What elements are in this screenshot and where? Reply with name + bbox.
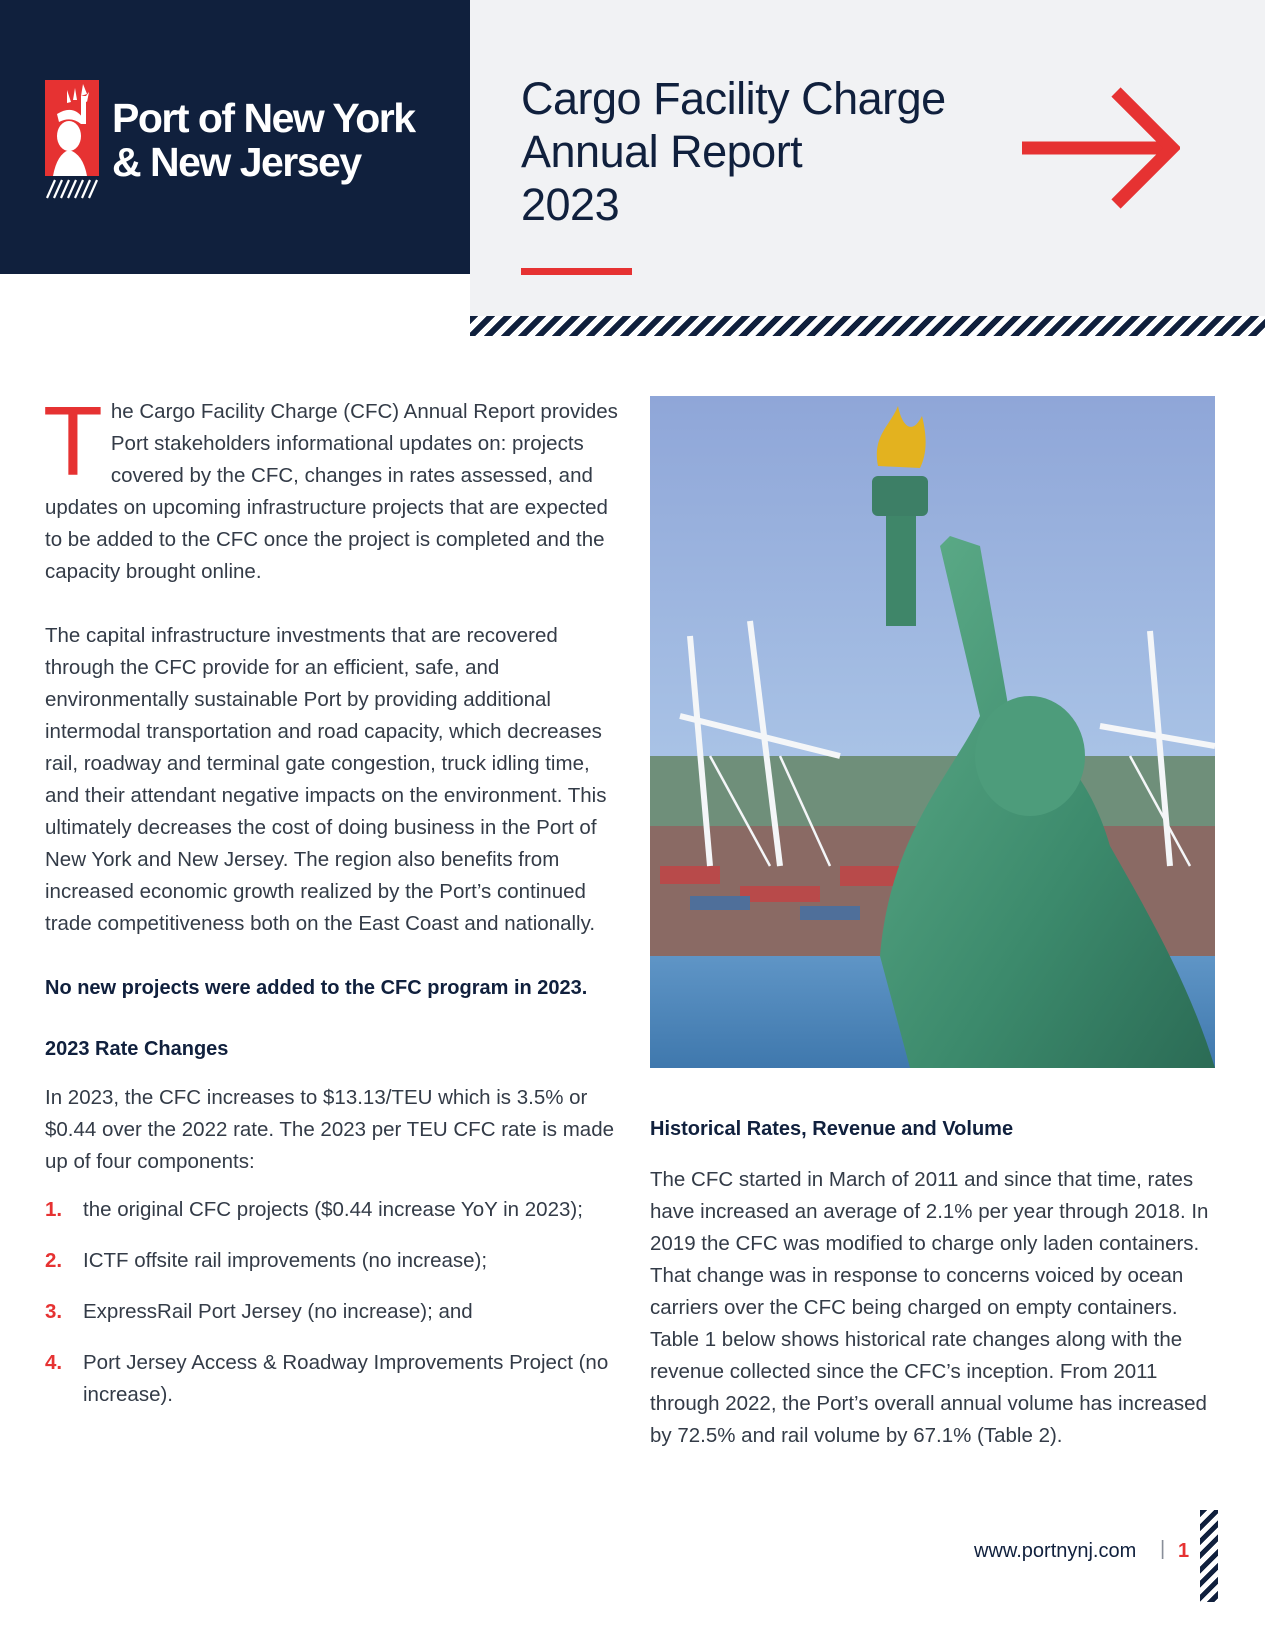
list-item-text: Port Jersey Access & Roadway Improvements Project (no increase).: [83, 1351, 609, 1406]
intro-paragraph: [43, 386, 623, 588]
dropcap: T: [43, 386, 103, 496]
left-column: [43, 386, 623, 1430]
historical-heading: Historical Rates, Revenue and Volume: [650, 1118, 1014, 1140]
list-item-text: the original CFC projects ($0.44 increase YoY in 2023);: [83, 1198, 583, 1221]
statue-of-liberty-logo: [45, 80, 99, 200]
intro-paragraph-text: he Cargo Facility Charge (CFC) Annual Report provides Port stakeholders informational updates on: projects covered by the CFC, changes in rates assessed, and updates on upcoming infrastructure projects that are expected to be added to the CFC once the project is completed and the capacity brought online.: [45, 400, 618, 583]
brand-name-line1: Port of New York: [112, 95, 415, 141]
hatched-stripe: [470, 316, 1265, 336]
list-item: [45, 1194, 623, 1226]
investment-paragraph: The capital infrastructure investments that are recovered through the CFC provide for an efficient, safe, and environmentally sustainable Port by providing additional intermodal transportation and road capacity, which decreases rail, roadway and terminal gate congestion, truck idling time, and their attendant negative impacts on the environment. This ultimately decreases the cost of doing business in the Port of New York and New Jersey. The region also benefits from increased economic growth realized by the Port’s continued trade competitiveness both on the East Coast and nationally.: [45, 624, 607, 935]
list-item-number: 4.: [45, 1351, 63, 1374]
list-item-number: 1.: [45, 1198, 63, 1221]
brand-name: [112, 96, 415, 184]
footer-separator: |: [1160, 1538, 1166, 1560]
page-number: 1: [1178, 1540, 1190, 1562]
right-arrow-icon: [1018, 86, 1180, 210]
historical-paragraph: The CFC started in March of 2011 and since that time, rates have increased an average of 2.1% per year through 2018. In 2019 the CFC was modified to charge only laden containers. That change was in response to concerns voiced by ocean carriers over the CFC being charged on empty containers. Table 1 below shows historical rate changes along with the revenue collected since the CFC’s inception. From 2011 through 2022, the Port’s overall annual volume has increased by 72.5% and rail volume by 67.1% (Table 2).: [650, 1168, 1209, 1447]
list-item-text: ExpressRail Port Jersey (no increase); and: [83, 1300, 473, 1323]
footer-url[interactable]: www.portnynj.com: [974, 1540, 1137, 1562]
no-new-projects-note: No new projects were added to the CFC program in 2023.: [45, 977, 588, 999]
list-item-number: 3.: [45, 1300, 63, 1323]
footer-hatched-stripe: [1200, 1510, 1218, 1602]
list-item: [45, 1347, 623, 1411]
list-item-number: 2.: [45, 1249, 63, 1272]
title-line3: 2023: [521, 179, 620, 230]
rate-changes-intro: In 2023, the CFC increases to $13.13/TEU which is 3.5% or $0.44 over the 2022 rate. The 2023 per TEU CFC rate is made up of four components:: [45, 1086, 615, 1173]
list-item: [45, 1296, 623, 1328]
brand-name-line2: & New Jersey: [112, 139, 361, 185]
list-item: [45, 1245, 623, 1277]
rate-changes-heading: 2023 Rate Changes: [45, 1038, 229, 1060]
page-title: [521, 72, 946, 231]
rate-components-list: [45, 1194, 623, 1411]
title-line1: Cargo Facility Charge: [521, 73, 946, 124]
brand-panel: [0, 0, 470, 274]
list-item-text: ICTF offsite rail improvements (no increase);: [83, 1249, 488, 1272]
statue-of-liberty-port-photo: [650, 396, 1215, 1068]
title-line2: Annual Report: [521, 126, 803, 177]
title-underline: [521, 268, 632, 275]
